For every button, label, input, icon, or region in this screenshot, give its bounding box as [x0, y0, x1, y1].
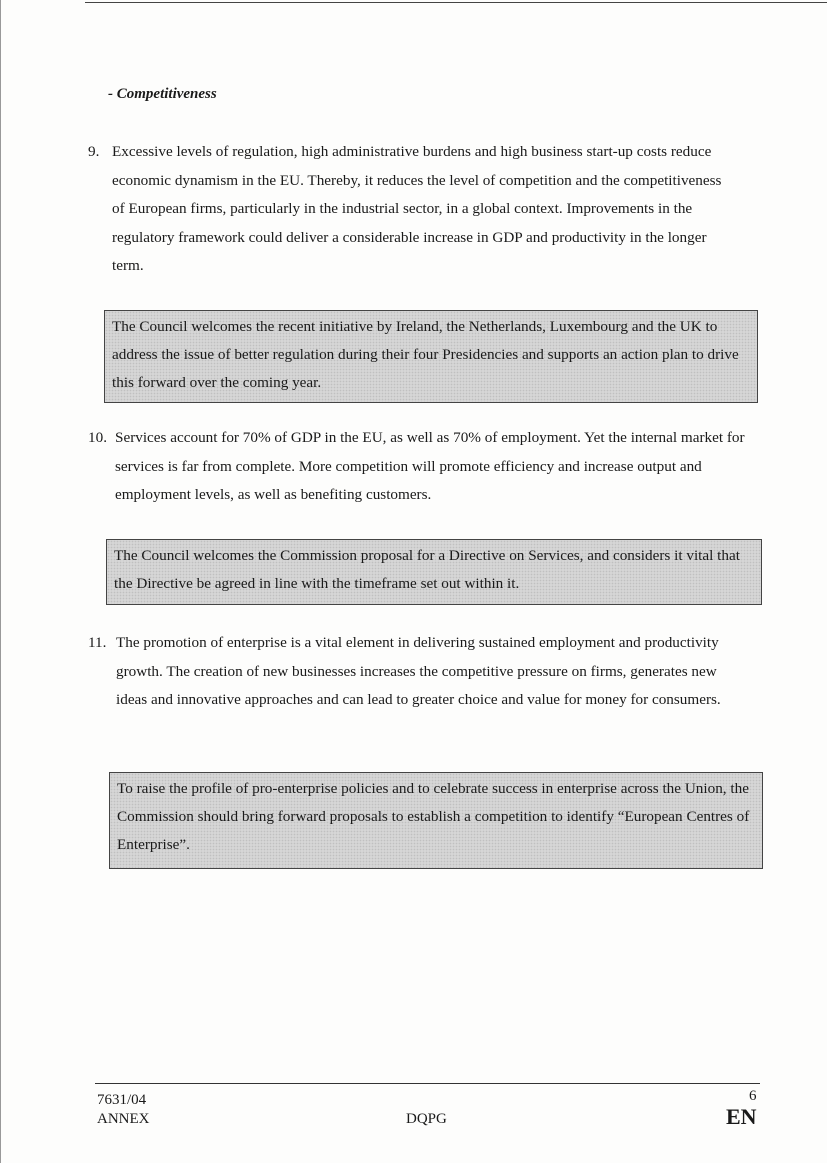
paragraph-11: [88, 629, 750, 715]
paragraph-text: Services account for 70% of GDP in the EU, as well as 70% of employment. Yet the internal market for services is far from complete. More competition will promote efficiency and increase output and employment levels, as well as benefiting customers.: [115, 429, 745, 503]
header-rule: [85, 2, 827, 3]
footer-rule: [95, 1083, 760, 1084]
section-heading: - Competitiveness: [108, 86, 217, 102]
footer-department: DQPG: [406, 1111, 447, 1127]
footer-page-number: 6: [749, 1088, 757, 1104]
page-left-edge: [0, 0, 1, 1163]
paragraph-text: Excessive levels of regulation, high administrative burdens and high business start-up costs reduce economic dynamism in the EU. Thereby, it reduces the level of competition and the competitiveness of European firms, particularly in the industrial sector, in a global context. Improvements in the regulatory framework could deliver a considerable increase in GDP and productivity in the longer term.: [112, 143, 722, 274]
highlight-box-enterprise: To raise the profile of pro-enterprise policies and to celebrate success in enterprise across the Union, the Commission should bring forward proposals to establish a competition to identify “European Centres of Enterprise”.: [109, 772, 763, 869]
paragraph-number: 9.: [88, 143, 100, 160]
footer-annex: ANNEX: [97, 1111, 150, 1127]
highlight-box-services: The Council welcomes the Commission proposal for a Directive on Services, and considers it vital that the Directive be agreed in line with the timeframe set out within it.: [106, 539, 762, 605]
footer-doc-number: 7631/04: [97, 1092, 147, 1108]
paragraph-10: [88, 424, 764, 510]
highlight-box-regulation: The Council welcomes the recent initiative by Ireland, the Netherlands, Luxembourg and the UK to address the issue of better regulation during their four Presidencies and supports an action plan to drive this forward over the coming year.: [104, 310, 758, 403]
paragraph-9: [88, 138, 728, 281]
paragraph-text: The promotion of enterprise is a vital element in delivering sustained employment and productivity growth. The creation of new businesses increases the competitive pressure on firms, generates new ideas and innovative approaches and can lead to greater choice and value for money for consumers.: [116, 634, 721, 708]
paragraph-number: 11.: [88, 634, 107, 651]
footer-language-code: EN: [726, 1104, 757, 1129]
paragraph-number: 10.: [88, 429, 107, 446]
